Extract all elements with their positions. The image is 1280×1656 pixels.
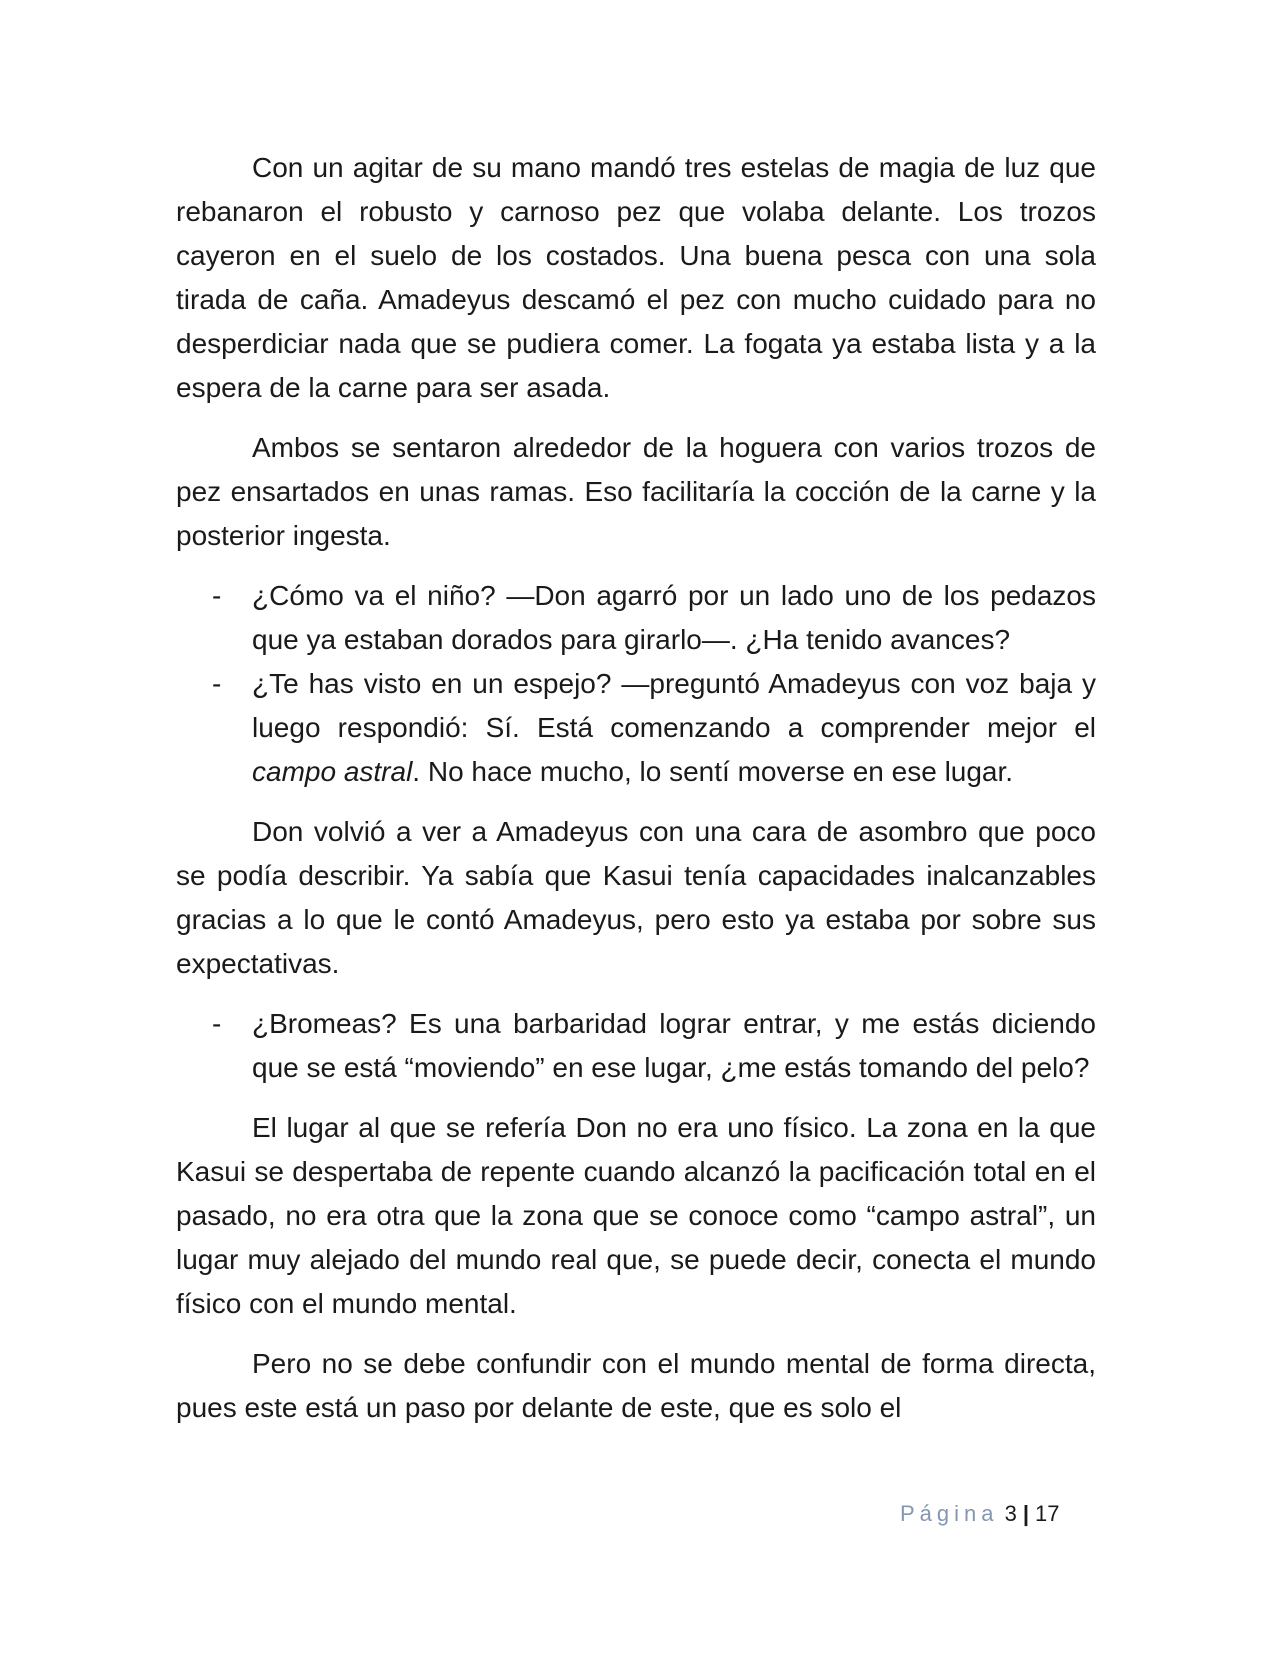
dialog-text	[252, 668, 1096, 787]
dialog-dash: -	[212, 1008, 222, 1039]
dialog-list	[176, 1002, 1096, 1090]
dialog-list	[176, 574, 1096, 794]
document-page	[176, 146, 1096, 1446]
dialog-line	[176, 574, 1096, 662]
italic-term: campo astral	[252, 756, 413, 787]
paragraph: Con un agitar de su mano mandó tres estelas de magia de luz que rebanaron el robusto y carnoso pez que volaba delante. Los trozos cayeron en el suelo de los costados. Una buena pesca con una sola tirada de caña. Amadeyus descamó el pez con mucho cuidado para no desperdiciar nada que se pudiera comer. La fogata ya estaba lista y a la espera de la carne para ser asada.	[176, 152, 1096, 403]
dialog-line	[176, 1002, 1096, 1090]
dialog-line	[176, 662, 1096, 794]
page-number: 3	[1004, 1501, 1017, 1526]
paragraph: El lugar al que se refería Don no era uno físico. La zona en la que Kasui se despertaba de repente cuando alcanzó la pacificación total en el pasado, no era otra que la zona que se conoce como “campo astral”, un lugar muy alejado del mundo real que, se puede decir, conecta el mundo físico con el mundo mental.	[176, 1112, 1096, 1319]
dialog-dash: -	[212, 580, 222, 611]
dialog-text: ¿Cómo va el niño? —Don agarró por un lado uno de los pedazos que ya estaban dorados para girarlo—. ¿Ha tenido avances?	[252, 580, 1096, 655]
page-total: 17	[1035, 1501, 1060, 1526]
dialog-dash: -	[212, 668, 222, 699]
dialog-text: ¿Bromeas? Es una barbaridad lograr entrar, y me estás diciendo que se está “moviendo” en ese lugar, ¿me estás tomando del pelo?	[252, 1008, 1096, 1083]
dialog-text-after: . No hace mucho, lo sentí moverse en ese lugar.	[412, 756, 1014, 787]
page-footer	[900, 1500, 1060, 1528]
paragraph: Pero no se debe confundir con el mundo mental de forma directa, pues este está un paso por delante de este, que es solo el	[176, 1348, 1096, 1423]
paragraph: Ambos se sentaron alrededor de la hoguera con varios trozos de pez ensartados en unas ramas. Eso facilitaría la cocción de la carne y la posterior ingesta.	[176, 432, 1096, 551]
dialog-text-before: ¿Te has visto en un espejo? —preguntó Amadeyus con voz baja y luego respondió: Sí. Está comenzando a comprender mejor el	[252, 668, 1096, 743]
paragraph: Don volvió a ver a Amadeyus con una cara de asombro que poco se podía describir. Ya sabía que Kasui tenía capacidades inalcanzables gracias a lo que le contó Amadeyus, pero esto ya estaba por sobre sus expectativas.	[176, 816, 1096, 979]
page-separator: |	[1022, 1501, 1030, 1526]
page-label: Página	[900, 1501, 999, 1526]
